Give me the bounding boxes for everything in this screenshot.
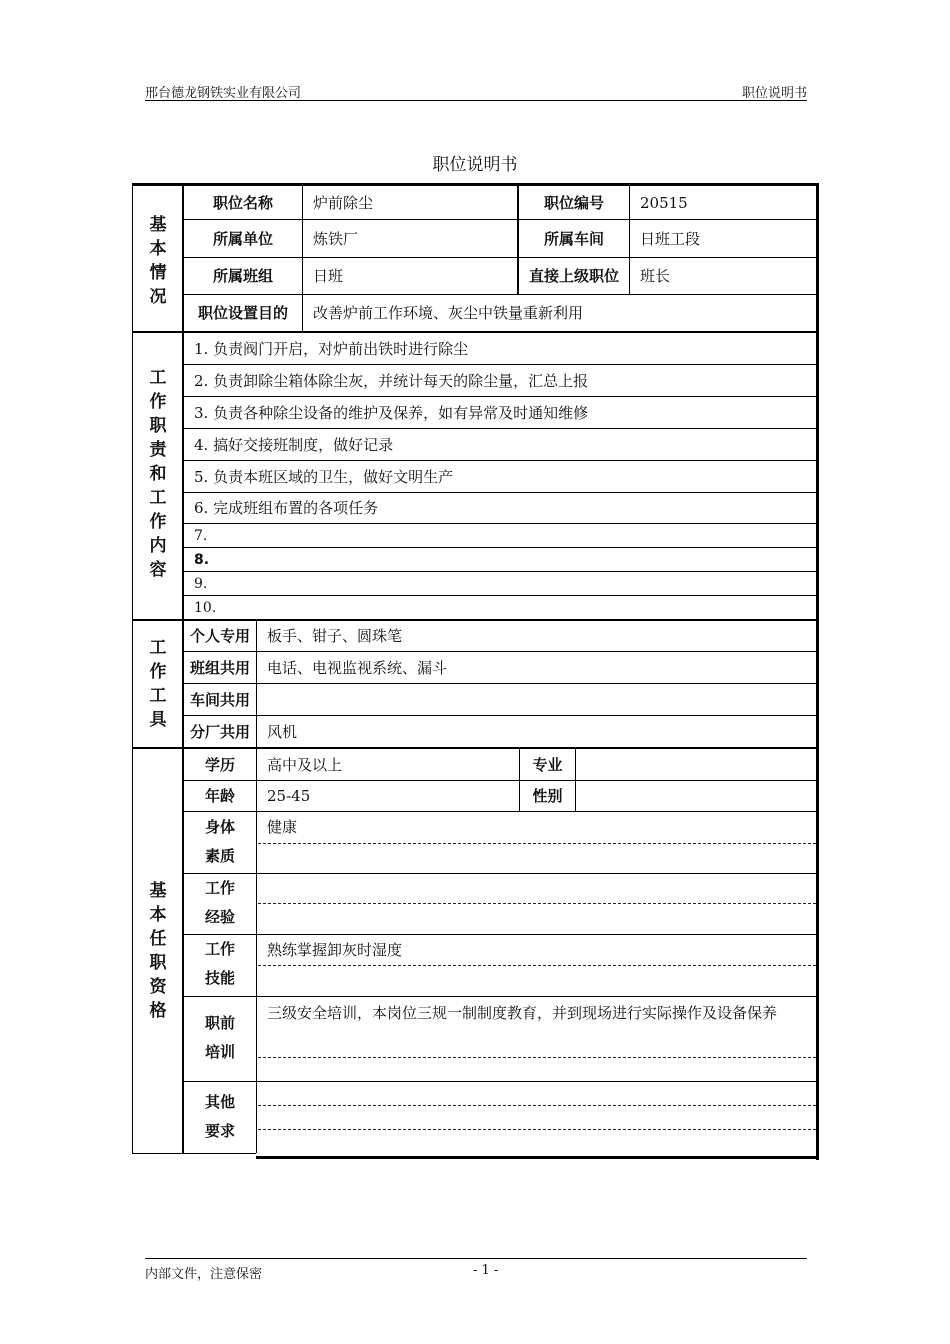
- duty-item: 10.: [194, 599, 217, 616]
- duty-item: 9.: [194, 575, 208, 592]
- supervisor-label: 直接上级职位: [528, 267, 619, 285]
- duty-item: 5. 负责本班区域的卫生，做好文明生产: [194, 467, 454, 486]
- document-title: 职位说明书: [432, 155, 518, 175]
- team-label: 所属班组: [212, 267, 273, 285]
- education-label: 学历: [204, 755, 235, 774]
- duty-item: 4. 搞好交接班制度，做好记录: [194, 435, 394, 454]
- tool-value-workshop: [257, 684, 816, 715]
- experience-label: 工作 经验: [204, 879, 235, 926]
- company-name: 邢台德龙钢铁实业有限公司: [145, 86, 302, 101]
- tool-label-team: 班组共用: [189, 658, 250, 677]
- position-name-value: 炉前除尘: [313, 193, 374, 212]
- other-requirements-label: 其他 要求: [204, 1093, 235, 1140]
- duty-item: 6. 完成班组布置的各项任务: [194, 499, 379, 517]
- purpose-value: 改善炉前工作环境、灰尘中铁量重新利用: [313, 304, 584, 322]
- duty-item: 2. 负责卸除尘箱体除尘灰，并统计每天的除尘量，汇总上报: [194, 371, 589, 390]
- duty-item: 1. 负责阀门开启，对炉前出铁时进行除尘: [194, 339, 469, 358]
- skill-label: 工作 技能: [204, 940, 235, 987]
- page-footer: [145, 1258, 807, 1282]
- section-duties: 工 作 职 责 和 工 作 内 容: [149, 368, 167, 580]
- section-tools: 工 作 工 具: [149, 638, 167, 730]
- header-doc-type: 职位说明书: [741, 86, 807, 101]
- purpose-label: 职位设置目的: [197, 304, 288, 322]
- skill-value: 熟练掌握卸灰时湿度: [267, 941, 403, 959]
- workshop-value: 日班工段: [640, 229, 701, 248]
- duty-item: 3. 负责各种除尘设备的维护及保养，如有异常及时通知维修: [194, 403, 589, 422]
- section-basic-info: 基 本 情 况: [149, 215, 167, 307]
- tool-label-workshop: 车间共用: [189, 690, 250, 709]
- section-qualifications: 基 本 任 职 资 格: [149, 881, 167, 1021]
- duty-item: 7.: [194, 527, 208, 544]
- gender-value: [576, 781, 816, 811]
- position-code-value: 20515: [640, 193, 688, 212]
- supervisor-value: 班长: [640, 267, 671, 285]
- page-header: [145, 82, 807, 101]
- unit-label: 所属单位: [212, 229, 273, 248]
- page-number: - 1 -: [473, 1263, 499, 1278]
- gender-label: 性别: [532, 787, 563, 805]
- duty-item: 8.: [194, 551, 210, 568]
- major-label: 专业: [532, 755, 563, 774]
- training-value: 三级安全培训，本岗位三规一制制度教育，并到现场进行实际操作及设备保养: [267, 1004, 778, 1022]
- age-label: 年龄: [204, 787, 235, 805]
- position-name-label: 职位名称: [212, 193, 273, 212]
- major-value: [576, 749, 816, 780]
- tool-value-personal: 板手、钳子、圆珠笔: [267, 627, 403, 645]
- tool-label-personal: 个人专用: [189, 627, 250, 645]
- workshop-label: 所属车间: [543, 229, 604, 248]
- team-value: 日班: [313, 267, 344, 285]
- health-value: 健康: [267, 818, 298, 836]
- experience-value: [257, 875, 816, 903]
- position-code-label: 职位编号: [543, 193, 604, 212]
- confidential-note: 内部文件，注意保密: [145, 1267, 263, 1282]
- tool-value-plant: 风机: [267, 722, 298, 741]
- education-value: 高中及以上: [267, 755, 343, 774]
- other-requirements-value: [257, 1083, 816, 1107]
- tool-value-team: 电话、电视监视系统、漏斗: [267, 658, 448, 677]
- health-label: 身体 素质: [204, 818, 235, 865]
- training-label: 职前 培训: [204, 1014, 235, 1061]
- unit-value: 炼铁厂: [313, 229, 359, 248]
- tool-label-plant: 分厂共用: [189, 722, 250, 741]
- age-value: 25-45: [267, 787, 311, 805]
- job-description-table: [132, 183, 818, 1160]
